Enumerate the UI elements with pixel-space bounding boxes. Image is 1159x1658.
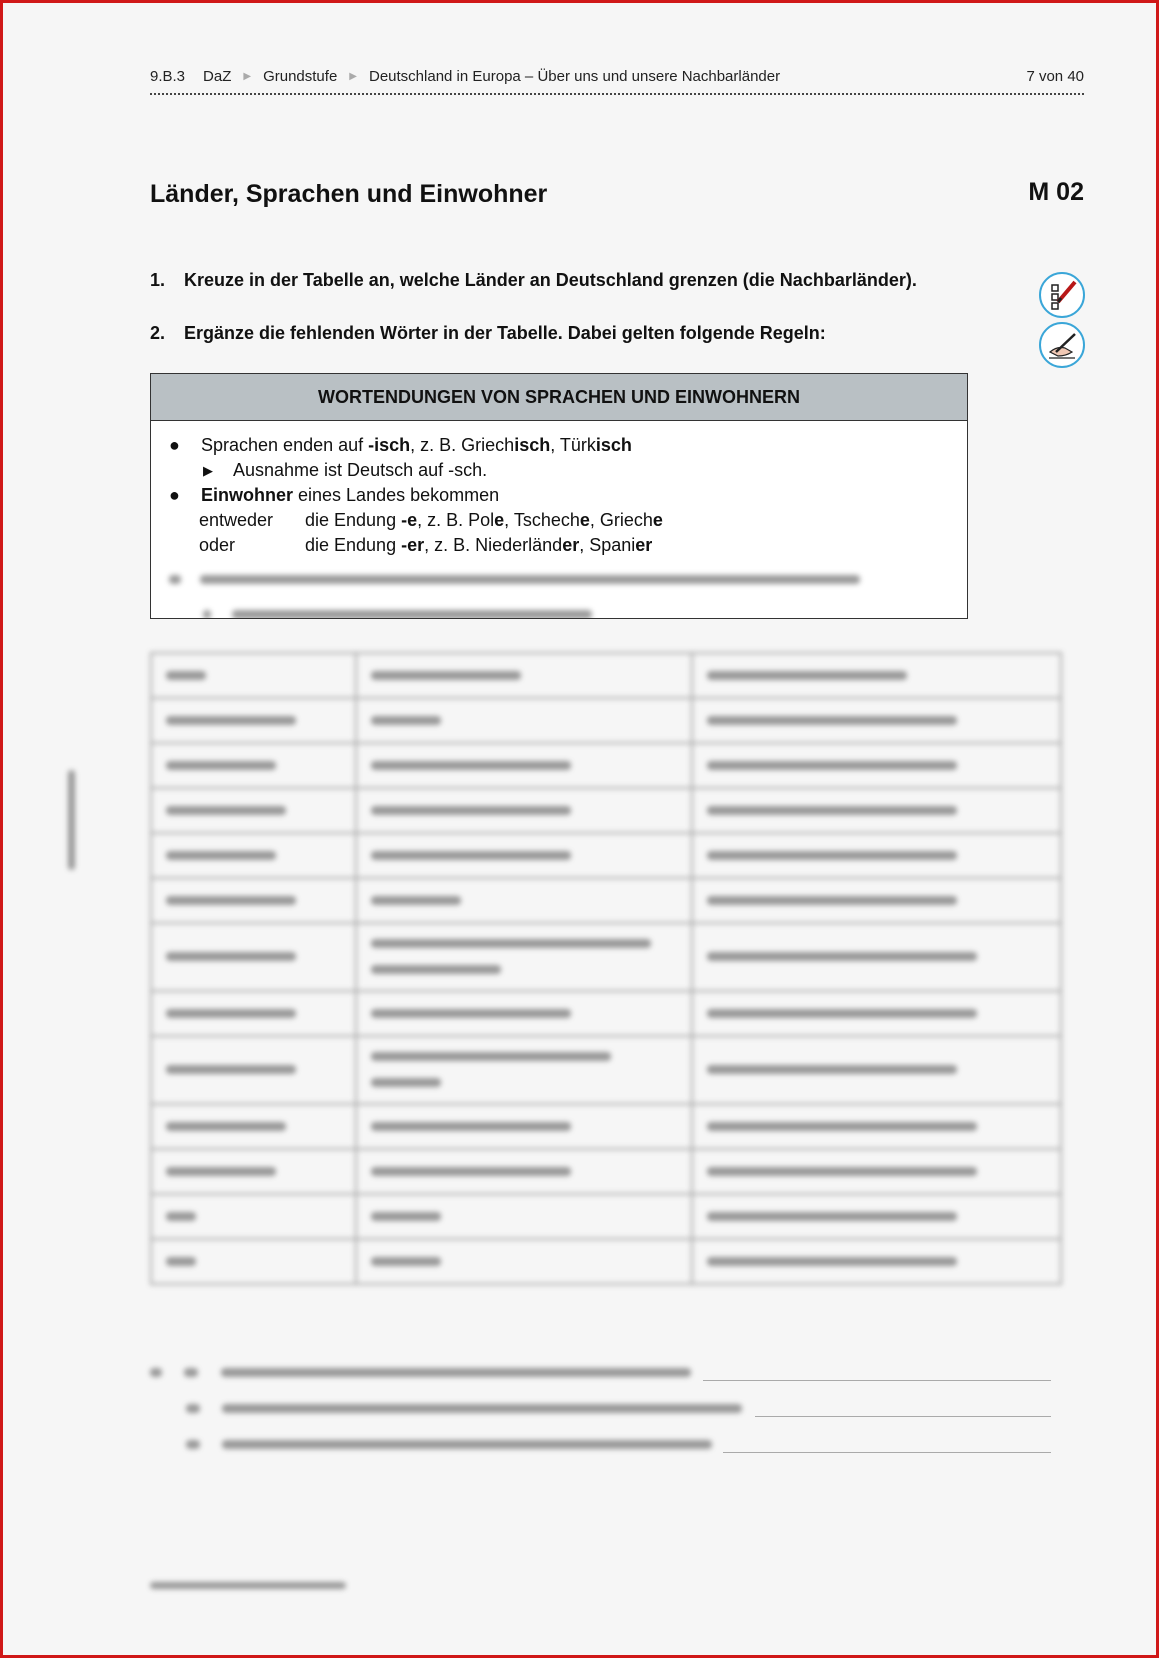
bullet-icon: ● [169, 485, 180, 505]
arrow-icon: ▶ [203, 463, 213, 478]
table-row [151, 788, 1061, 833]
table-row [151, 1194, 1061, 1239]
blurred-side-note [68, 770, 75, 875]
blurred-question-3 [150, 1364, 691, 1382]
answer-line [723, 1452, 1051, 1453]
rule-variant-e: entweder die Endung -e, z. B. Pole, Tscheche, Grieche [199, 510, 663, 530]
task-1: 1. Kreuze in der Tabelle an, welche Länder an Deutschland grenzen (die Nachbarländer). [150, 270, 917, 290]
table-row [151, 1036, 1061, 1104]
rules-body [151, 421, 967, 619]
rule-exception: ▶ Ausnahme ist Deutsch auf -sch. [169, 458, 949, 483]
table-row [151, 1149, 1061, 1194]
answer-line [755, 1416, 1051, 1417]
blurred-question-3c [186, 1436, 712, 1454]
table-row [151, 743, 1061, 788]
breadcrumb-item: Deutschland in Europa – Über uns und unsere Nachbarländer [369, 68, 781, 85]
rules-box [150, 373, 968, 619]
country-table-blurred [150, 652, 1062, 1285]
blurred-question-3b [186, 1400, 742, 1418]
page-title: Länder, Sprachen und Einwohner [150, 180, 548, 208]
task-2: 2. Ergänze die fehlenden Wörter in der Tabelle. Dabei gelten folgende Regeln: [150, 323, 826, 343]
breadcrumb-separator-icon: ▶ [243, 71, 252, 82]
table-row [151, 833, 1061, 878]
rule-inhabitants: ● Einwohner eines Landes bekommen [169, 483, 949, 508]
blurred-rule-lines [169, 566, 949, 619]
breadcrumb-item: DaZ [203, 68, 232, 85]
page-number: 7 von 40 [1026, 68, 1084, 85]
running-header [150, 68, 1084, 95]
bullet-icon: ● [169, 435, 180, 455]
rule-languages: ● Sprachen enden auf -isch, z. B. Griechisch, Türkisch [169, 433, 949, 458]
writing-hand-icon [1039, 322, 1085, 368]
table-row [151, 923, 1061, 991]
breadcrumb-item: Grundstufe [263, 68, 338, 85]
breadcrumb-separator-icon: ▶ [349, 71, 357, 82]
breadcrumb-item: 9.B.3 [150, 68, 186, 85]
table-row [151, 653, 1061, 698]
rules-heading: WORTENDUNGEN VON SPRACHEN UND EINWOHNERN [151, 374, 967, 421]
table-row [151, 1239, 1061, 1284]
table-row [151, 1104, 1061, 1149]
blurred-footer [150, 1576, 346, 1594]
table-row [151, 698, 1061, 743]
checklist-pencil-icon [1039, 272, 1085, 318]
table-row [151, 991, 1061, 1036]
table-row [151, 878, 1061, 923]
rule-variant-er: oder die Endung -er, z. B. Niederländer, Spanier [199, 535, 653, 555]
answer-line [703, 1380, 1051, 1381]
material-code: M 02 [1028, 178, 1084, 206]
